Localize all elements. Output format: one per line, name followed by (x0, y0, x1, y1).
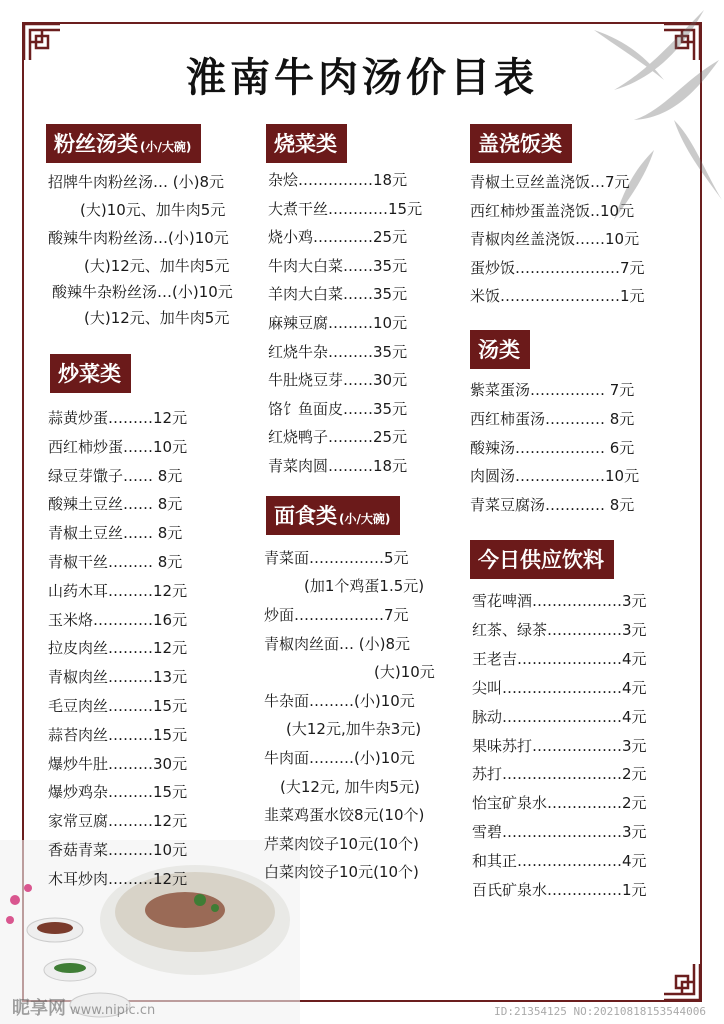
menu-line: 饹饣鱼面皮……35元 (268, 399, 408, 418)
menu-line: 雪花啤酒………………3元 (472, 592, 647, 610)
section-note: (小/大碗) (140, 140, 192, 154)
watermark-logo (12, 994, 155, 1020)
menu-line: (大12元, 加牛肉5元) (280, 778, 420, 796)
menu-line: 木耳炒肉………12元 (48, 869, 188, 888)
menu-line: 果味苏打………………3元 (472, 736, 647, 755)
menu-line: (加1个鸡蛋1.5元) (304, 577, 425, 595)
menu-line: 韭菜鸡蛋水饺8元(10个) (264, 806, 425, 824)
menu-line: 雪碧……………………3元 (472, 823, 647, 842)
menu-line: 蒜黄炒蛋………12元 (48, 409, 188, 427)
menu-line: 青菜面……………5元 (264, 549, 409, 567)
menu-line: 麻辣豆腐………10元 (268, 314, 408, 332)
menu-line: 蒜苔肉丝………15元 (48, 725, 188, 744)
menu-line: 酸辣土豆丝…… 8元 (48, 495, 183, 514)
menu-line: 羊肉大白菜……35元 (268, 285, 408, 304)
menu-line: 西红柿蛋汤………… 8元 (470, 409, 635, 428)
menu-line: 苏打……………………2元 (472, 765, 647, 784)
menu-line: (大)10元 (374, 663, 435, 681)
menu-line: 招牌牛肉粉丝汤… (小)8元 (48, 173, 225, 191)
menu-line: 芹菜肉饺子10元(10个) (264, 835, 419, 853)
menu-line: 绿豆芽馓子…… 8元 (48, 466, 183, 485)
menu-line: 拉皮肉丝………12元 (48, 639, 188, 658)
menu-line: 牛肚烧豆芽……30元 (268, 371, 408, 390)
watermark-url: www.nipic.cn (70, 1003, 156, 1018)
menu-line: 酸辣牛杂粉丝汤…(小)10元 (52, 283, 233, 301)
menu-title: 淮南牛肉汤价目表 (186, 55, 538, 101)
section-header-yinliao (470, 540, 614, 579)
menu-line: (大)12元、加牛肉5元 (84, 257, 230, 275)
menu-line: 青菜豆腐汤………… 8元 (470, 496, 635, 515)
section-title: 烧菜类 (274, 132, 337, 156)
section-header-chaocai (50, 354, 131, 393)
menu-line: 米饭……………………1元 (470, 287, 645, 306)
menu-line: 爆炒牛肚………30元 (48, 754, 188, 773)
menu-line: 大煮干丝…………15元 (268, 199, 423, 218)
menu-line: 百氏矿泉水……………1元 (472, 881, 647, 899)
menu-line: 脉动……………………4元 (472, 707, 647, 726)
menu-line: 怡宝矿泉水……………2元 (472, 794, 647, 813)
section-title: 盖浇饭类 (478, 132, 562, 156)
menu-line: 蛋炒饭…………………7元 (470, 258, 645, 277)
menu-line: 酸辣汤……………… 6元 (470, 438, 635, 457)
section-title: 炒菜类 (58, 362, 121, 386)
menu-line: 牛肉面………(小)10元 (264, 749, 415, 767)
menu-line: 青椒土豆丝盖浇饭…7元 (470, 173, 630, 191)
section-note: (小/大碗) (339, 512, 391, 526)
menu-line: (大)12元、加牛肉5元 (84, 309, 230, 327)
menu-line: 红烧牛杂………35元 (268, 342, 408, 361)
section-title: 粉丝汤类 (54, 132, 138, 156)
section-header-gaifan (470, 124, 572, 163)
menu-line: 玉米烙…………16元 (48, 610, 188, 629)
menu-line: 青椒土豆丝…… 8元 (48, 524, 183, 543)
menu-line: 尖叫……………………4元 (472, 678, 647, 697)
menu-line: 青椒肉丝盖浇饭……10元 (470, 230, 640, 249)
section-header-shaocai (266, 124, 347, 163)
menu-line: 烧小鸡…………25元 (268, 228, 408, 247)
corner-ornament-bottom-right (662, 962, 702, 1002)
menu-line: 肉圆汤………………10元 (470, 467, 640, 486)
menu-line: 红茶、绿茶……………3元 (472, 620, 647, 639)
menu-line: 青椒干丝……… 8元 (48, 553, 183, 571)
section-header-mianshi (266, 496, 400, 535)
menu-line: 炒面………………7元 (264, 606, 409, 624)
section-title: 今日供应饮料 (478, 548, 604, 572)
menu-line: 香菇青菜………10元 (48, 841, 188, 859)
menu-line: 牛杂面………(小)10元 (264, 692, 415, 710)
watermark-id: ID:21354125 NO:20210818153544006 (494, 1005, 706, 1018)
menu-line: 王老吉…………………4元 (472, 649, 647, 668)
menu-line: 西红柿炒蛋……10元 (48, 437, 188, 456)
section-title: 面食类 (274, 504, 337, 528)
menu-line: 家常豆腐………12元 (48, 812, 188, 831)
menu-line: 杂烩……………18元 (268, 171, 408, 189)
menu-line: 牛肉大白菜……35元 (268, 256, 408, 275)
menu-line: 毛豆肉丝………15元 (48, 697, 188, 715)
menu-line: 和其正…………………4元 (472, 852, 647, 871)
menu-line: 红烧鸭子………25元 (268, 428, 408, 447)
menu-line: 爆炒鸡杂………15元 (48, 783, 188, 802)
menu-line: (大)10元、加牛肉5元 (80, 201, 226, 219)
menu-line: 紫菜蛋汤…………… 7元 (470, 381, 635, 399)
menu-line: 青椒肉丝面… (小)8元 (264, 635, 411, 653)
menu-line: 西红柿炒蛋盖浇饭‥10元 (470, 201, 635, 220)
menu-line: (大12元,加牛杂3元) (286, 720, 422, 738)
menu-line: 青椒肉丝………13元 (48, 668, 188, 687)
watermark-brand: 昵享网 (12, 998, 66, 1019)
menu-line: 青菜肉圆………18元 (268, 457, 408, 475)
section-title: 汤类 (478, 338, 520, 362)
bamboo-leaves-decoration (554, 0, 724, 230)
menu-line: 白菜肉饺子10元(10个) (264, 863, 419, 881)
section-header-tang (470, 330, 530, 369)
section-header-fensi (46, 124, 201, 163)
menu-line: 酸辣牛肉粉丝汤…(小)10元 (48, 229, 229, 247)
menu-line: 山药木耳………12元 (48, 581, 188, 600)
